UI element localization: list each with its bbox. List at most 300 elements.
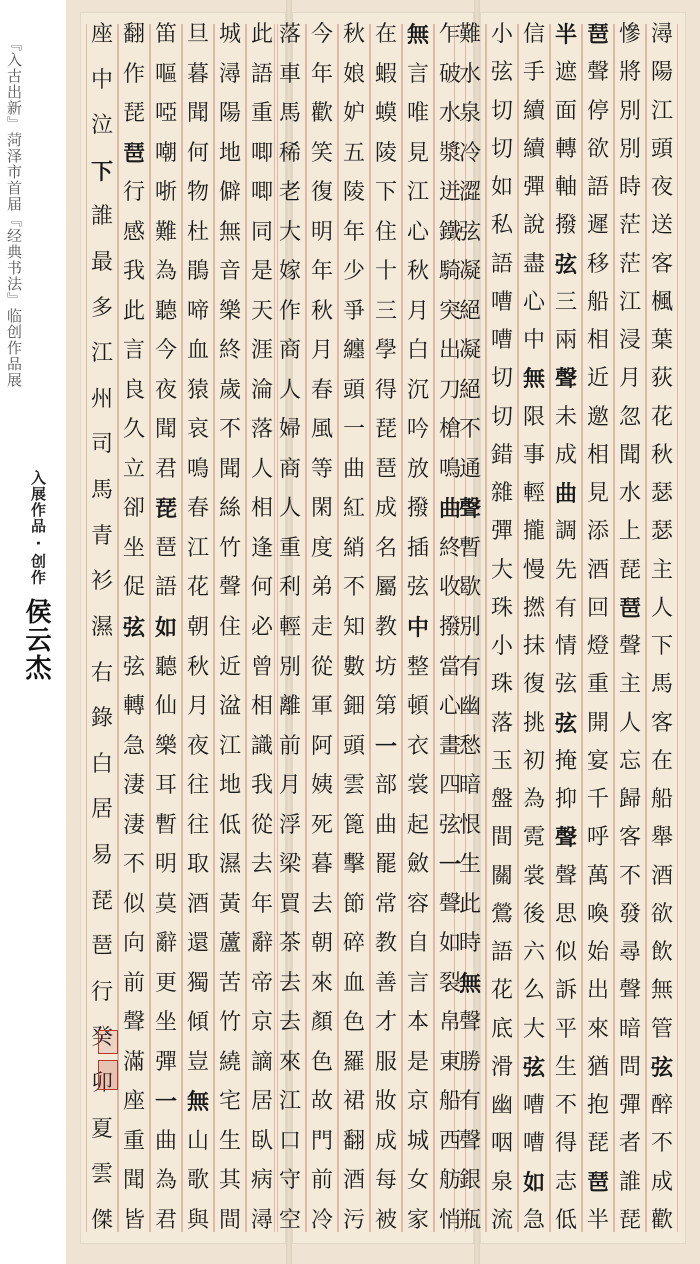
calligraphy-glyph: 出 [438, 338, 461, 364]
calligraphy-glyph: 居 [250, 1089, 273, 1115]
calligraphy-glyph: 年 [310, 259, 333, 285]
calligraphy-glyph: 同 [250, 219, 273, 245]
calligraphy-glyph: 弦 [406, 575, 429, 601]
calligraphy-glyph: 十 [374, 259, 397, 285]
calligraphy-glyph: 誰 [618, 1169, 641, 1195]
calligraphy-glyph: 屬 [374, 575, 397, 601]
calligraphy-glyph: 滑 [490, 1054, 513, 1080]
calligraphy-glyph: 切 [490, 136, 513, 162]
text-column [182, 24, 214, 1232]
calligraphy-glyph: 似 [122, 891, 145, 917]
calligraphy-glyph: 前 [310, 1168, 333, 1194]
calligraphy-glyph: 守 [278, 1168, 301, 1194]
calligraphy-glyph: 是 [406, 1049, 429, 1075]
calligraphy-glyph: 右 [90, 660, 113, 686]
calligraphy-glyph: 五 [342, 140, 365, 166]
calligraphy-glyph: 豈 [186, 1049, 209, 1075]
calligraphy-glyph: 曲 [154, 1128, 177, 1154]
calligraphy-glyph: 娘 [342, 61, 365, 87]
calligraphy-glyph: 下 [90, 158, 113, 185]
calligraphy-glyph: 坐 [122, 535, 145, 561]
calligraphy-glyph: 聲 [438, 891, 461, 917]
calligraphy-glyph: 濕 [90, 614, 113, 640]
calligraphy-glyph: 有 [458, 654, 481, 680]
calligraphy-glyph: 聲 [618, 634, 641, 659]
calligraphy-glyph: 馬 [90, 478, 113, 504]
calligraphy-glyph: 心 [522, 289, 545, 315]
calligraphy-glyph: 無 [186, 1089, 209, 1116]
calligraphy-glyph: 低 [218, 812, 241, 838]
calligraphy-glyph: 起 [406, 812, 429, 838]
calligraphy-glyph: 舉 [650, 825, 673, 851]
calligraphy-glyph: 宅 [218, 1089, 241, 1115]
calligraphy-glyph: 是 [250, 259, 273, 285]
calligraphy-glyph: 來 [278, 1049, 301, 1075]
calligraphy-glyph: 人 [250, 456, 273, 482]
calligraphy-glyph: 如 [522, 1169, 545, 1196]
calligraphy-glyph: 暮 [310, 852, 333, 878]
calligraphy-glyph: 商 [278, 338, 301, 364]
artist-name: 侯云杰 [21, 598, 51, 682]
calligraphy-glyph: 琶 [618, 595, 641, 622]
calligraphy-glyph: 城 [406, 1128, 429, 1154]
calligraphy-glyph: 中 [406, 614, 429, 641]
calligraphy-glyph: 水 [438, 101, 461, 127]
calligraphy-glyph: 名 [374, 535, 397, 561]
calligraphy-glyph: 一 [154, 1089, 177, 1116]
text-column [402, 24, 434, 1232]
calligraphy-glyph: 曲 [342, 456, 365, 482]
calligraphy-glyph: 何 [250, 575, 273, 601]
calligraphy-glyph: 無 [458, 970, 481, 997]
calligraphy-glyph: 得 [554, 1131, 577, 1157]
calligraphy-glyph: 誰 [90, 204, 113, 230]
calligraphy-glyph: 落 [278, 22, 301, 47]
calligraphy-glyph: 前 [278, 733, 301, 759]
scroll-panel-left [80, 12, 286, 1244]
calligraphy-glyph: 人 [618, 710, 641, 736]
calligraphy-glyph: 重 [278, 535, 301, 561]
calligraphy-glyph: 坐 [154, 1010, 177, 1036]
calligraphy-glyph: 語 [250, 61, 273, 87]
text-column [646, 24, 678, 1232]
calligraphy-glyph: 未 [554, 404, 577, 430]
calligraphy-glyph: 數 [342, 654, 365, 680]
calligraphy-glyph: 客 [650, 710, 673, 736]
calligraphy-glyph: 部 [374, 773, 397, 799]
calligraphy-glyph: 卯 [90, 1071, 113, 1097]
calligraphy-glyph: 京 [250, 1010, 273, 1036]
calligraphy-glyph: 行 [122, 180, 145, 206]
calligraphy-glyph: 終 [218, 338, 241, 364]
calligraphy-glyph: 忘 [618, 748, 641, 774]
calligraphy-glyph: 泣 [90, 113, 113, 139]
calligraphy-glyph: 蝦 [374, 61, 397, 87]
calligraphy-glyph: 回 [586, 595, 609, 621]
calligraphy-glyph: 馬 [278, 101, 301, 127]
calligraphy-glyph: 弦 [122, 614, 145, 641]
calligraphy-glyph: 送 [650, 213, 673, 239]
calligraphy-glyph: 六 [522, 940, 545, 965]
calligraphy-glyph: 浮 [278, 812, 301, 838]
calligraphy-glyph: 破 [438, 61, 461, 87]
text-column [118, 24, 150, 1232]
calligraphy-glyph: 常 [374, 891, 397, 917]
calligraphy-glyph: 涯 [250, 338, 273, 364]
calligraphy-glyph: 白 [406, 338, 429, 364]
calligraphy-glyph: 去 [250, 852, 273, 878]
calligraphy-glyph: 本 [406, 1010, 429, 1036]
calligraphy-glyph: 秋 [406, 259, 429, 285]
calligraphy-glyph: 去 [278, 970, 301, 996]
calligraphy-glyph: 杜 [186, 219, 209, 245]
calligraphy-glyph: 問 [618, 1054, 641, 1080]
text-column [614, 24, 646, 1232]
calligraphy-glyph: 最 [90, 250, 113, 276]
calligraphy-glyph: 此 [458, 891, 481, 917]
calligraphy-glyph: 盤 [490, 787, 513, 812]
calligraphy-glyph: 琵 [90, 888, 113, 914]
calligraphy-glyph: 恨 [458, 812, 481, 838]
calligraphy-glyph: 弦 [554, 251, 577, 278]
calligraphy-glyph: 琶 [586, 1169, 609, 1196]
calligraphy-glyph: 座 [122, 1089, 145, 1115]
calligraphy-glyph: 物 [186, 180, 209, 206]
calligraphy-glyph: 樂 [218, 298, 241, 324]
calligraphy-glyph: 歸 [618, 787, 641, 812]
calligraphy-glyph: 如 [438, 931, 461, 957]
calligraphy-glyph: 潯 [650, 22, 673, 47]
calligraphy-glyph: 珠 [490, 595, 513, 621]
calligraphy-glyph: 今 [154, 338, 177, 364]
calligraphy-glyph: 朝 [186, 614, 209, 640]
calligraphy-glyph: 撚 [522, 595, 545, 621]
calligraphy-glyph: 茶 [278, 931, 301, 957]
calligraphy-glyph: 頭 [650, 136, 673, 162]
calligraphy-glyph: 大 [490, 557, 513, 583]
calligraphy-glyph: 色 [310, 1049, 333, 1075]
calligraphy-glyph: 陵 [374, 140, 397, 166]
exhibition-category [28, 470, 49, 585]
calligraphy-glyph: 綃 [342, 535, 365, 561]
calligraphy-glyph: 一 [374, 733, 397, 760]
calligraphy-glyph: 不 [458, 417, 481, 443]
calligraphy-glyph: 血 [186, 338, 209, 364]
calligraphy-glyph: 白 [90, 751, 113, 777]
calligraphy-glyph: 去 [310, 891, 333, 917]
calligraphy-glyph: 撥 [554, 213, 577, 239]
calligraphy-glyph: 人 [278, 496, 301, 522]
calligraphy-glyph: 濕 [218, 852, 241, 878]
calligraphy-glyph: 語 [586, 175, 609, 200]
calligraphy-glyph: 玉 [490, 748, 513, 774]
calligraphy-glyph: 有 [458, 1089, 481, 1115]
calligraphy-glyph: 度 [310, 535, 333, 561]
calligraphy-glyph: 輕 [522, 481, 545, 506]
calligraphy-glyph: 語 [490, 940, 513, 965]
calligraphy-glyph: 坊 [374, 654, 397, 680]
calligraphy-glyph: 暗 [618, 1016, 641, 1042]
calligraphy-glyph: 嘈 [490, 328, 513, 353]
calligraphy-glyph: 插 [406, 535, 429, 561]
calligraphy-glyph: 聞 [618, 442, 641, 468]
calligraphy-glyph: 往 [186, 812, 209, 838]
calligraphy-glyph: 平 [554, 1016, 577, 1042]
calligraphy-glyph: 琵 [374, 417, 397, 443]
calligraphy-glyph: 呼 [586, 825, 609, 851]
calligraphy-glyph: 終 [438, 535, 461, 561]
calligraphy-glyph: 立 [122, 456, 145, 482]
calligraphy-glyph: 嘲 [154, 140, 177, 166]
calligraphy-glyph: 傾 [186, 1010, 209, 1036]
calligraphy-glyph: 年 [310, 61, 333, 87]
calligraphy-glyph: 良 [122, 377, 145, 403]
calligraphy-glyph: 聲 [618, 978, 641, 1004]
calligraphy-glyph: 秋 [650, 442, 673, 468]
calligraphy-glyph: 月 [278, 773, 301, 799]
calligraphy-glyph: 宴 [586, 748, 609, 774]
calligraphy-glyph: 往 [186, 773, 209, 799]
calligraphy-glyph: 客 [618, 825, 641, 851]
calligraphy-glyph: 無 [218, 219, 241, 245]
calligraphy-glyph: 裳 [522, 863, 545, 889]
calligraphy-glyph: 蟆 [374, 101, 397, 127]
calligraphy-glyph: 限 [522, 404, 545, 430]
calligraphy-glyph: 通 [458, 456, 481, 482]
text-column [214, 24, 246, 1232]
calligraphy-glyph: 別 [618, 136, 641, 162]
calligraphy-glyph: 仙 [154, 694, 177, 720]
calligraphy-glyph: 轉 [122, 694, 145, 720]
calligraphy-glyph: 彈 [618, 1093, 641, 1118]
calligraphy-glyph: 作 [278, 298, 301, 324]
calligraphy-glyph: 年 [250, 891, 273, 917]
calligraphy-glyph: 地 [218, 773, 241, 799]
calligraphy-glyph: 別 [458, 614, 481, 640]
calligraphy-glyph: 每 [374, 1168, 397, 1194]
calligraphy-glyph: 主 [650, 557, 673, 583]
calligraphy-glyph: 州 [90, 386, 113, 412]
calligraphy-glyph: 啼 [186, 298, 209, 324]
calligraphy-glyph: 後 [522, 901, 545, 927]
calligraphy-glyph: 無 [522, 366, 545, 393]
calligraphy-glyph: 燈 [586, 634, 609, 659]
calligraphy-glyph: 京 [406, 1089, 429, 1115]
calligraphy-glyph: 成 [374, 496, 397, 522]
calligraphy-glyph: 春 [186, 496, 209, 522]
calligraphy-glyph: 僻 [218, 180, 241, 206]
calligraphy-glyph: 不 [618, 863, 641, 889]
calligraphy-glyph: 相 [586, 442, 609, 468]
grid [278, 22, 466, 1233]
calligraphy-glyph: 歇 [458, 575, 481, 601]
calligraphy-glyph: 妝 [374, 1089, 397, 1115]
calligraphy-glyph: 夏 [90, 1116, 113, 1142]
calligraphy-glyph: 聲 [554, 825, 577, 852]
calligraphy-glyph: 茫 [618, 213, 641, 239]
calligraphy-glyph: 彈 [522, 175, 545, 200]
calligraphy-glyph: 急 [522, 1207, 545, 1233]
calligraphy-glyph: 半 [586, 1207, 609, 1233]
calligraphy-glyph: 撥 [438, 614, 461, 640]
calligraphy-glyph: 三 [374, 298, 397, 324]
calligraphy-glyph: 衫 [90, 569, 113, 595]
calligraphy-glyph: 錯 [490, 442, 513, 468]
calligraphy-glyph: 哀 [186, 417, 209, 443]
calligraphy-glyph: 愁 [458, 733, 481, 759]
calligraphy-glyph: 心 [406, 219, 429, 245]
calligraphy-glyph: 秋 [342, 22, 365, 47]
calligraphy-glyph: 梁 [278, 852, 301, 878]
calligraphy-glyph: 弦 [122, 654, 145, 680]
calligraphy-glyph: 酒 [586, 557, 609, 583]
calligraphy-glyph: 重 [586, 672, 609, 698]
calligraphy-glyph: 纏 [342, 338, 365, 364]
calligraphy-glyph: 江 [90, 341, 113, 367]
calligraphy-glyph: 難 [154, 219, 177, 245]
calligraphy-glyph: 爭 [342, 298, 365, 324]
calligraphy-glyph: 琶 [90, 934, 113, 960]
calligraphy-glyph: 切 [490, 98, 513, 124]
calligraphy-glyph: 突 [438, 298, 461, 324]
red-seal-stamp [98, 1060, 118, 1090]
calligraphy-glyph: 閑 [310, 496, 333, 522]
calligraphy-glyph: 嘈 [522, 1131, 545, 1157]
calligraphy-glyph: 斂 [406, 852, 429, 878]
calligraphy-glyph: 面 [554, 98, 577, 124]
text-column [370, 24, 402, 1232]
calligraphy-glyph: 裂 [438, 970, 461, 996]
calligraphy-artwork [66, 0, 700, 1264]
calligraphy-glyph: 帛 [438, 1010, 461, 1036]
calligraphy-glyph: 潯 [250, 1207, 273, 1233]
text-column [486, 24, 518, 1232]
calligraphy-glyph: 不 [342, 575, 365, 601]
calligraphy-glyph: 復 [522, 672, 545, 698]
calligraphy-glyph: 走 [310, 614, 333, 640]
calligraphy-glyph: 還 [186, 931, 209, 957]
calligraphy-glyph: 一 [438, 852, 461, 879]
calligraphy-glyph: 花 [186, 575, 209, 601]
calligraphy-glyph: 志 [554, 1169, 577, 1195]
calligraphy-glyph: 江 [186, 535, 209, 561]
calligraphy-glyph: 水 [458, 61, 481, 87]
calligraphy-glyph: 小 [490, 22, 513, 47]
calligraphy-glyph: 在 [374, 22, 397, 47]
calligraphy-glyph: 謫 [250, 1049, 273, 1075]
calligraphy-glyph: 夜 [154, 377, 177, 403]
calligraphy-glyph: 聲 [586, 60, 609, 86]
calligraphy-glyph: 青 [90, 523, 113, 549]
calligraphy-glyph: 霓 [522, 825, 545, 851]
calligraphy-glyph: 瑟 [650, 519, 673, 545]
calligraphy-glyph: 行 [90, 979, 113, 1005]
calligraphy-glyph: 欲 [586, 136, 609, 162]
calligraphy-glyph: 盡 [522, 251, 545, 277]
calligraphy-glyph: 學 [374, 338, 397, 364]
calligraphy-glyph: 哳 [154, 180, 177, 206]
calligraphy-glyph: 相 [250, 496, 273, 522]
calligraphy-glyph: 私 [490, 213, 513, 239]
calligraphy-glyph: 癸 [90, 1025, 113, 1051]
calligraphy-glyph: 病 [250, 1168, 273, 1194]
calligraphy-glyph: 黃 [218, 891, 241, 917]
calligraphy-glyph: 猶 [586, 1054, 609, 1080]
calligraphy-glyph: 少 [342, 259, 365, 285]
calligraphy-glyph: 生 [554, 1054, 577, 1080]
grid [458, 22, 678, 1233]
calligraphy-glyph: 如 [490, 175, 513, 200]
calligraphy-glyph: 裳 [406, 773, 429, 799]
calligraphy-glyph: 泉 [458, 101, 481, 127]
calligraphy-glyph: 潯 [218, 61, 241, 87]
calligraphy-glyph: 琵 [122, 101, 145, 127]
calligraphy-glyph: 勝 [458, 1049, 481, 1075]
calligraphy-glyph: 上 [618, 519, 641, 545]
calligraphy-glyph: 江 [650, 98, 673, 124]
calligraphy-glyph: 月 [406, 298, 429, 324]
calligraphy-glyph: 陵 [342, 180, 365, 206]
calligraphy-glyph: 聲 [218, 575, 241, 601]
calligraphy-glyph: 唧 [250, 140, 273, 166]
calligraphy-glyph: 船 [586, 289, 609, 315]
calligraphy-glyph: 衣 [406, 733, 429, 759]
calligraphy-glyph: 歡 [650, 1207, 673, 1233]
calligraphy-glyph: 得 [374, 377, 397, 403]
calligraphy-glyph: 冷 [310, 1207, 333, 1233]
calligraphy-glyph: 座 [90, 22, 113, 47]
calligraphy-glyph: 嘈 [490, 289, 513, 315]
calligraphy-glyph: 抑 [554, 787, 577, 812]
calligraphy-glyph: 更 [154, 970, 177, 996]
calligraphy-glyph: 琶 [586, 22, 609, 48]
calligraphy-glyph: 江 [278, 1089, 301, 1115]
calligraphy-glyph: 月 [618, 366, 641, 392]
calligraphy-glyph: 難 [458, 22, 481, 47]
calligraphy-glyph: 自 [406, 931, 429, 957]
calligraphy-glyph: 頓 [406, 694, 429, 720]
calligraphy-glyph: 刀 [438, 377, 461, 403]
calligraphy-glyph: 山 [186, 1128, 209, 1154]
calligraphy-glyph: 笑 [310, 140, 333, 166]
calligraphy-glyph: 我 [122, 259, 145, 285]
calligraphy-glyph: 促 [122, 575, 145, 601]
calligraphy-glyph: 悄 [438, 1207, 461, 1233]
calligraphy-glyph: 曲 [374, 812, 397, 838]
calligraphy-glyph: 人 [650, 595, 673, 621]
calligraphy-glyph: 風 [310, 417, 333, 443]
calligraphy-glyph: 軍 [310, 694, 333, 720]
calligraphy-glyph: 住 [374, 219, 397, 245]
calligraphy-glyph: 擊 [342, 852, 365, 878]
calligraphy-glyph: 歌 [186, 1168, 209, 1194]
calligraphy-glyph: 浸 [618, 328, 641, 353]
calligraphy-glyph: 主 [618, 672, 641, 698]
calligraphy-glyph: 聲 [122, 1010, 145, 1036]
calligraphy-glyph: 皆 [122, 1207, 145, 1233]
calligraphy-glyph: 年 [342, 219, 365, 245]
calligraphy-glyph: 為 [154, 1168, 177, 1194]
calligraphy-glyph: 易 [90, 842, 113, 868]
calligraphy-glyph: 大 [278, 219, 301, 245]
calligraphy-glyph: 暮 [186, 61, 209, 87]
calligraphy-glyph: 人 [278, 377, 301, 403]
calligraphy-glyph: 關 [490, 863, 513, 889]
text-column [582, 24, 614, 1232]
calligraphy-glyph: 者 [618, 1131, 641, 1157]
calligraphy-glyph: 辭 [250, 931, 273, 957]
calligraphy-glyph: 半 [554, 22, 577, 48]
